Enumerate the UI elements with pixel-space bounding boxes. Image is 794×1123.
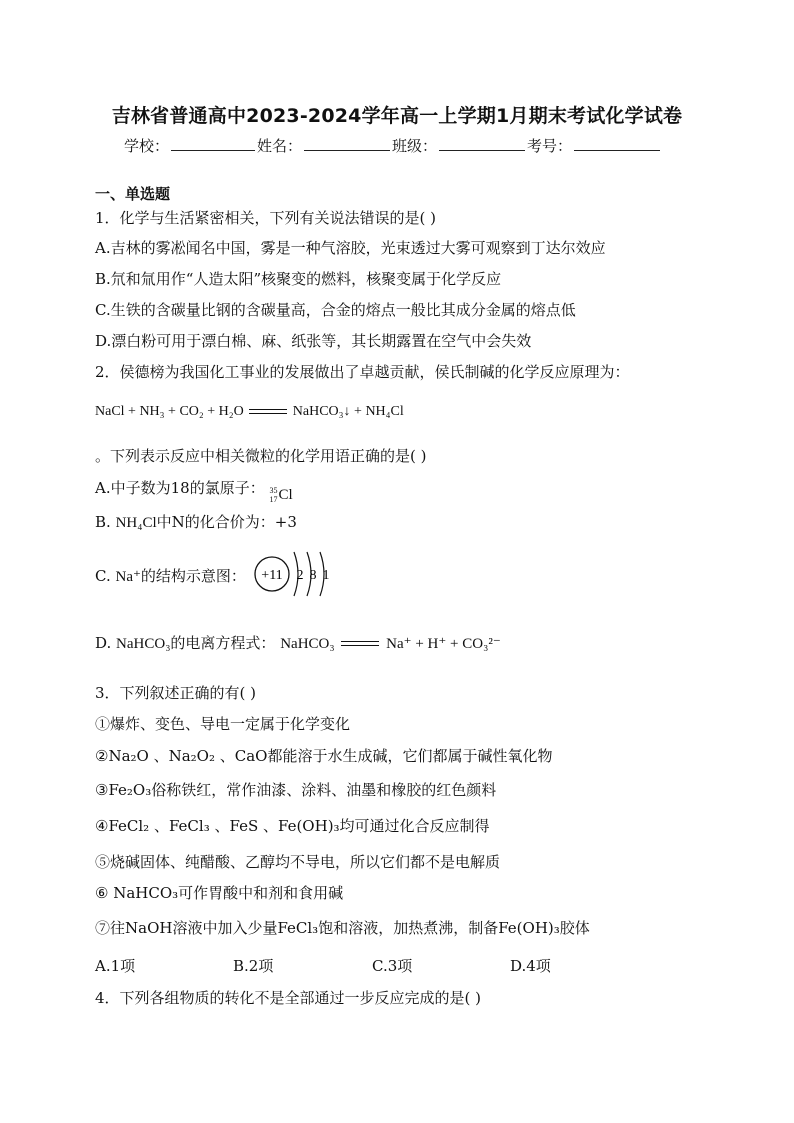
exam-number-label: 考号： <box>527 137 573 155</box>
class-blank[interactable] <box>439 136 525 151</box>
ionization-left: NaHCO₃ <box>280 636 335 652</box>
shell-electrons: 2 <box>296 568 304 583</box>
name-blank[interactable] <box>304 136 390 151</box>
school-label: 学校： <box>124 137 170 155</box>
equals-sign-icon <box>249 408 287 416</box>
school-blank[interactable] <box>171 136 255 151</box>
q3-options-row <box>95 955 575 977</box>
element-symbol: Cl <box>278 486 293 503</box>
q1-option-b: B.氘和氚用作“人造太阳”核聚变的燃料，核聚变属于化学反应 <box>95 270 502 288</box>
q1-option-d: D.漂白粉可用于漂白棉、麻、纸张等，其长期露置在空气中会失效 <box>95 332 532 350</box>
sodium-bicarbonate-formula: NaHCO₃ <box>116 636 171 652</box>
mass-number: 35 <box>269 486 278 495</box>
ionization-right: Na⁺ + H⁺ + CO₃²⁻ <box>386 636 501 652</box>
equals-sign-icon <box>341 640 379 648</box>
q2-option-d-prefix: D. <box>95 634 117 652</box>
student-info-row <box>124 135 662 156</box>
section-heading: 一、单选题 <box>95 185 171 203</box>
class-label: 班级： <box>392 137 438 155</box>
shell-electrons: 8 <box>309 568 317 583</box>
equation-reactants: NaCl + NH₃ + CO₂ + H₂O <box>95 404 244 419</box>
q3-stem: 3．下列叙述正确的有( ) <box>95 684 257 702</box>
chlorine-isotope <box>269 486 292 504</box>
q2-option-c-prefix: C. <box>95 567 116 585</box>
q3-statement: ②Na₂O 、Na₂O₂ 、CaO都能溶于水生成碱，它们都属于碱性氧化物 <box>95 747 553 765</box>
sodium-ion-structure-diagram <box>250 546 340 602</box>
q1-option-c: C.生铁的含碳量比钢的含碳量高，合金的熔点一般比其成分金属的熔点低 <box>95 301 576 319</box>
q3-statement: ⑦往NaOH溶液中加入少量FeCl₃饱和溶液，加热煮沸，制备Fe(OH)₃胶体 <box>95 919 590 937</box>
q2-option-d-text: 的电离方程式： <box>170 634 276 652</box>
exam-number-blank[interactable] <box>574 136 660 151</box>
page-title: 吉林省普通高中2023-2024学年高一上学期1月期末考试化学试卷 <box>111 105 683 127</box>
ammonium-chloride-formula: NH₄Cl <box>115 515 157 531</box>
q2-option-b <box>95 511 297 532</box>
shell-electrons: 1 <box>322 568 330 583</box>
q2-option-c <box>95 565 246 586</box>
q3-option-a: A.1项 <box>95 957 136 975</box>
q3-statement: ⑥ NaHCO₃可作胃酸中和剂和食用碱 <box>95 884 344 902</box>
q3-statement: ⑤烧碱固体、纯醋酸、乙醇均不导电，所以它们都不是电解质 <box>95 853 501 871</box>
q3-statement: ①爆炸、变色、导电一定属于化学变化 <box>95 715 351 733</box>
q2-stem: 2．侯德榜为我国化工事业的发展做出了卓越贡献，侯氏制碱的化学反应原理为： <box>95 363 630 381</box>
q2-option-b-prefix: B. <box>95 513 116 531</box>
name-label: 姓名： <box>257 137 303 155</box>
q2-option-a-text: A.中子数为18的氯原子： <box>95 479 265 497</box>
q2-option-a <box>95 477 293 504</box>
q2-stem-continued: 。下列表示反应中相关微粒的化学用语正确的是( ) <box>95 447 427 465</box>
atomic-number: 17 <box>269 495 278 504</box>
q3-statement: ③Fe₂O₃俗称铁红，常作油漆、涂料、油墨和橡胶的红色颜料 <box>95 781 497 799</box>
q2-option-b-text: 中N的化合价为：+3 <box>156 513 297 531</box>
q2-equation <box>95 404 404 420</box>
q3-option-d: D.4项 <box>510 957 551 975</box>
q3-statement: ④FeCl₂ 、FeCl₃ 、FeS 、Fe(OH)₃均可通过化合反应制得 <box>95 817 490 835</box>
q2-option-c-text: 的结构示意图： <box>140 567 246 585</box>
nucleus-charge: +11 <box>261 568 283 583</box>
q1-option-a: A.吉林的雾凇闻名中国，雾是一种气溶胶，光束透过大雾可观察到丁达尔效应 <box>95 239 606 257</box>
equation-products: NaHCO₃↓ + NH₄Cl <box>292 404 404 419</box>
q3-option-b: B.2项 <box>233 957 274 975</box>
q2-option-d <box>95 632 501 653</box>
q1-stem: 1．化学与生活紧密相关，下列有关说法错误的是( ) <box>95 209 437 227</box>
q4-stem: 4．下列各组物质的转化不是全部通过一步反应完成的是( ) <box>95 989 482 1007</box>
sodium-ion-formula: Na⁺ <box>115 569 141 585</box>
q3-option-c: C.3项 <box>372 957 413 975</box>
